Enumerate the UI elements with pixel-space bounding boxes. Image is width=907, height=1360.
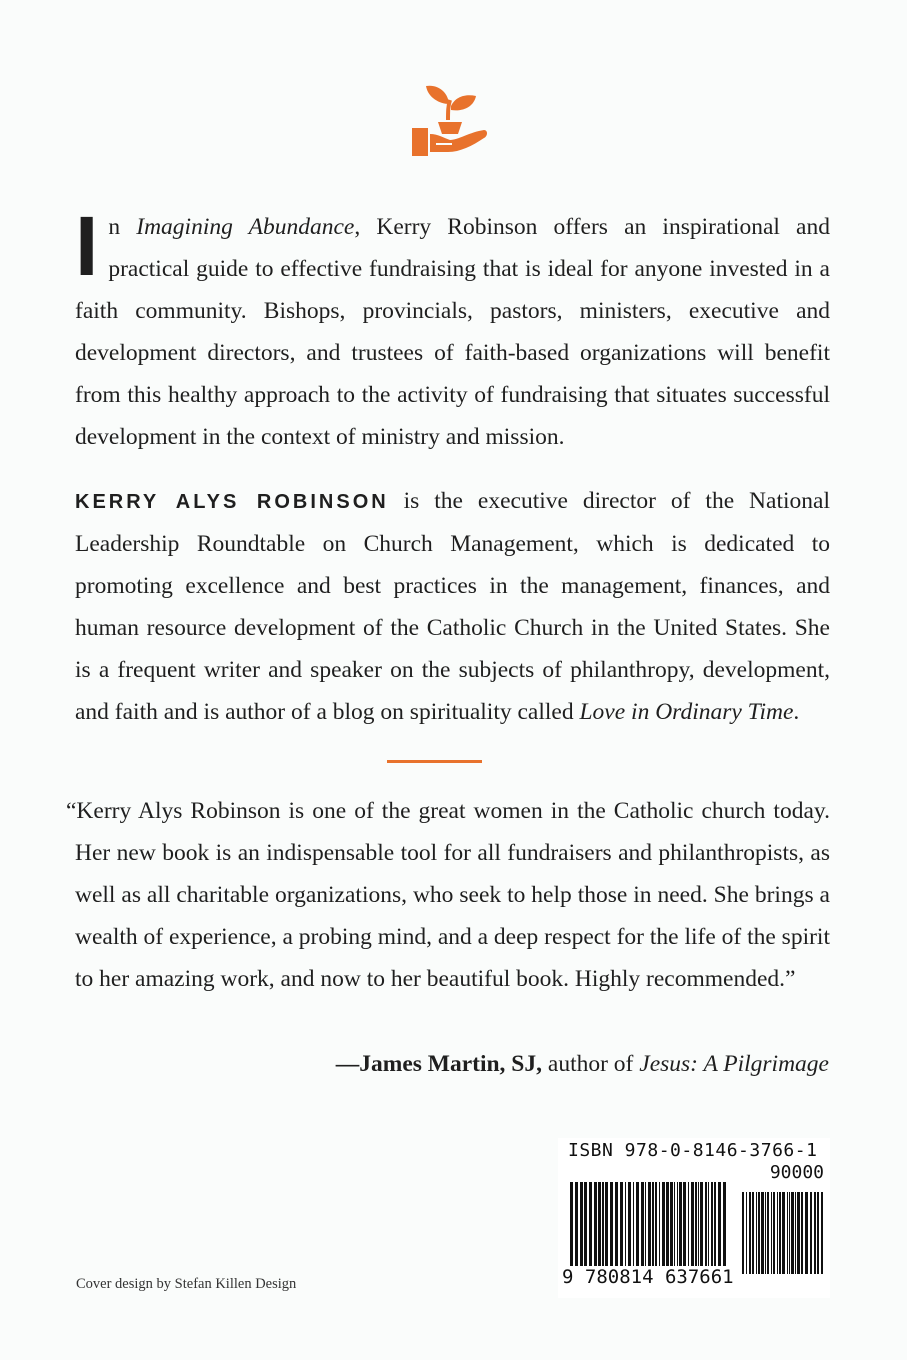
barcode-bar bbox=[628, 1182, 631, 1266]
addon-bar bbox=[761, 1192, 764, 1274]
barcode-bar bbox=[615, 1182, 618, 1266]
description-paragraph bbox=[75, 199, 830, 458]
barcode-bar bbox=[723, 1182, 726, 1274]
description-text: , Kerry Robinson offers an inspirational and practical guide to effective fundraising that is ideal for anyone invested in a faith community. Bishops, provincials, pastors, ministers, executive and development directors, and trustees of faith-based organizations will benefit from this healthy approach to the activity of fundraising that situates successful development in the context of ministry and mission. bbox=[75, 214, 830, 450]
barcode-bar bbox=[674, 1182, 675, 1266]
barcode-bar bbox=[652, 1182, 654, 1266]
barcode-bar bbox=[688, 1182, 689, 1266]
addon-bar bbox=[801, 1192, 803, 1274]
addon-bar bbox=[795, 1192, 796, 1274]
barcode-bar bbox=[683, 1182, 686, 1266]
divider-rule bbox=[387, 760, 482, 763]
isbn-text: ISBN 978-0-8146-3766-1 bbox=[568, 1140, 818, 1161]
author-name: KERRY ALYS ROBINSON bbox=[75, 491, 389, 513]
barcode-bar bbox=[610, 1182, 613, 1266]
barcode-bar bbox=[598, 1182, 601, 1266]
barcode-bar bbox=[641, 1182, 644, 1266]
addon-bar bbox=[787, 1192, 788, 1274]
addon-bar bbox=[749, 1192, 751, 1274]
addon-bar bbox=[756, 1192, 757, 1274]
addon-bar bbox=[814, 1192, 816, 1274]
addon-bar bbox=[805, 1192, 808, 1274]
barcode-bar bbox=[670, 1182, 673, 1266]
drop-cap: I bbox=[75, 199, 99, 293]
bio-text: is the executive director of the National Leadership Roundtable on Church Management, which is dedicated to promoting excellence and best practices in the management, finances, and human resource development of the Catholic Church in the United States. She is a frequent writer and speaker on the subjects of philanthropy, development, and faith and is author of a blog on spirituality called bbox=[75, 488, 830, 725]
addon-bar bbox=[782, 1192, 785, 1274]
cover-design-credit: Cover design by Stefan Killen Design bbox=[76, 1276, 297, 1292]
addon-bar bbox=[746, 1192, 747, 1274]
blog-title: Love in Ordinary Time bbox=[579, 699, 794, 725]
barcode-bar bbox=[625, 1182, 626, 1266]
bio-end: . bbox=[793, 699, 800, 725]
barcode-bar bbox=[605, 1182, 608, 1266]
addon-bar bbox=[821, 1192, 823, 1274]
quote-attribution bbox=[336, 1043, 829, 1085]
barcode-bar bbox=[691, 1182, 694, 1266]
barcode-bar bbox=[645, 1182, 646, 1266]
addon-bar bbox=[789, 1192, 790, 1274]
barcode-bar bbox=[655, 1182, 657, 1266]
barcode-bar bbox=[636, 1182, 639, 1266]
barcode-bar bbox=[698, 1182, 699, 1266]
addon-bar bbox=[779, 1192, 781, 1274]
barcode-bar bbox=[580, 1182, 583, 1266]
addon-bar bbox=[791, 1192, 794, 1274]
barcode-bar bbox=[662, 1182, 665, 1266]
ean-number: 9 780814 637661 bbox=[562, 1266, 734, 1288]
barcode-bar bbox=[620, 1182, 623, 1266]
barcode-bar bbox=[679, 1182, 682, 1266]
addon-bar bbox=[773, 1192, 775, 1274]
description-text-start: n bbox=[108, 214, 137, 240]
addon-bar bbox=[758, 1192, 760, 1274]
addon-bar bbox=[742, 1192, 744, 1274]
book-title: Imagining Abundance bbox=[136, 214, 355, 240]
addon-bar bbox=[752, 1192, 754, 1274]
addon-bar bbox=[777, 1192, 778, 1274]
barcode-bar bbox=[594, 1182, 597, 1266]
barcode-bar bbox=[711, 1182, 713, 1266]
attribution-mid: author of bbox=[542, 1051, 640, 1077]
endorsement-quote: “Kerry Alys Robinson is one of the great women in the Catholic church today. Her new book is an indispensable tool for all fundraisers and philanthropists, as well as all charitable organizations, who seek to help those in need. She brings a wealth of experience, a probing mind, and a deep respect for the life of the spirit to her amazing work, and now to her beautiful book. Highly recommended.” bbox=[66, 798, 830, 992]
author-bio-paragraph bbox=[75, 480, 830, 733]
barcode-bar bbox=[584, 1182, 587, 1266]
barcode-bar bbox=[700, 1182, 703, 1266]
barcode-bar bbox=[589, 1182, 592, 1266]
barcode-bar bbox=[648, 1182, 651, 1274]
addon-bar bbox=[767, 1192, 769, 1274]
barcode-bar bbox=[575, 1182, 578, 1266]
barcode-bar bbox=[602, 1182, 604, 1266]
addon-bar bbox=[797, 1192, 800, 1274]
barcode-bar bbox=[677, 1182, 678, 1266]
barcode-bar bbox=[714, 1182, 716, 1266]
barcode-bar bbox=[705, 1182, 707, 1266]
barcode-bar bbox=[659, 1182, 660, 1266]
addon-bar bbox=[810, 1192, 812, 1274]
hand-with-sprout-icon bbox=[410, 80, 490, 158]
barcode-bar bbox=[718, 1182, 721, 1266]
barcode-bar bbox=[695, 1182, 697, 1266]
attribution-name: —James Martin, SJ, bbox=[335, 1051, 543, 1077]
addon-bar bbox=[771, 1192, 772, 1274]
addon-bar bbox=[765, 1192, 766, 1274]
barcode-bar bbox=[570, 1182, 573, 1274]
barcode-bar bbox=[708, 1182, 709, 1266]
isbn-barcode bbox=[558, 1138, 830, 1298]
attribution-book: Jesus: A Pilgrimage bbox=[639, 1051, 829, 1077]
barcode-bar bbox=[633, 1182, 634, 1266]
barcode-bar bbox=[666, 1182, 669, 1266]
price-code: 90000 bbox=[769, 1162, 824, 1183]
addon-bar bbox=[817, 1192, 819, 1274]
